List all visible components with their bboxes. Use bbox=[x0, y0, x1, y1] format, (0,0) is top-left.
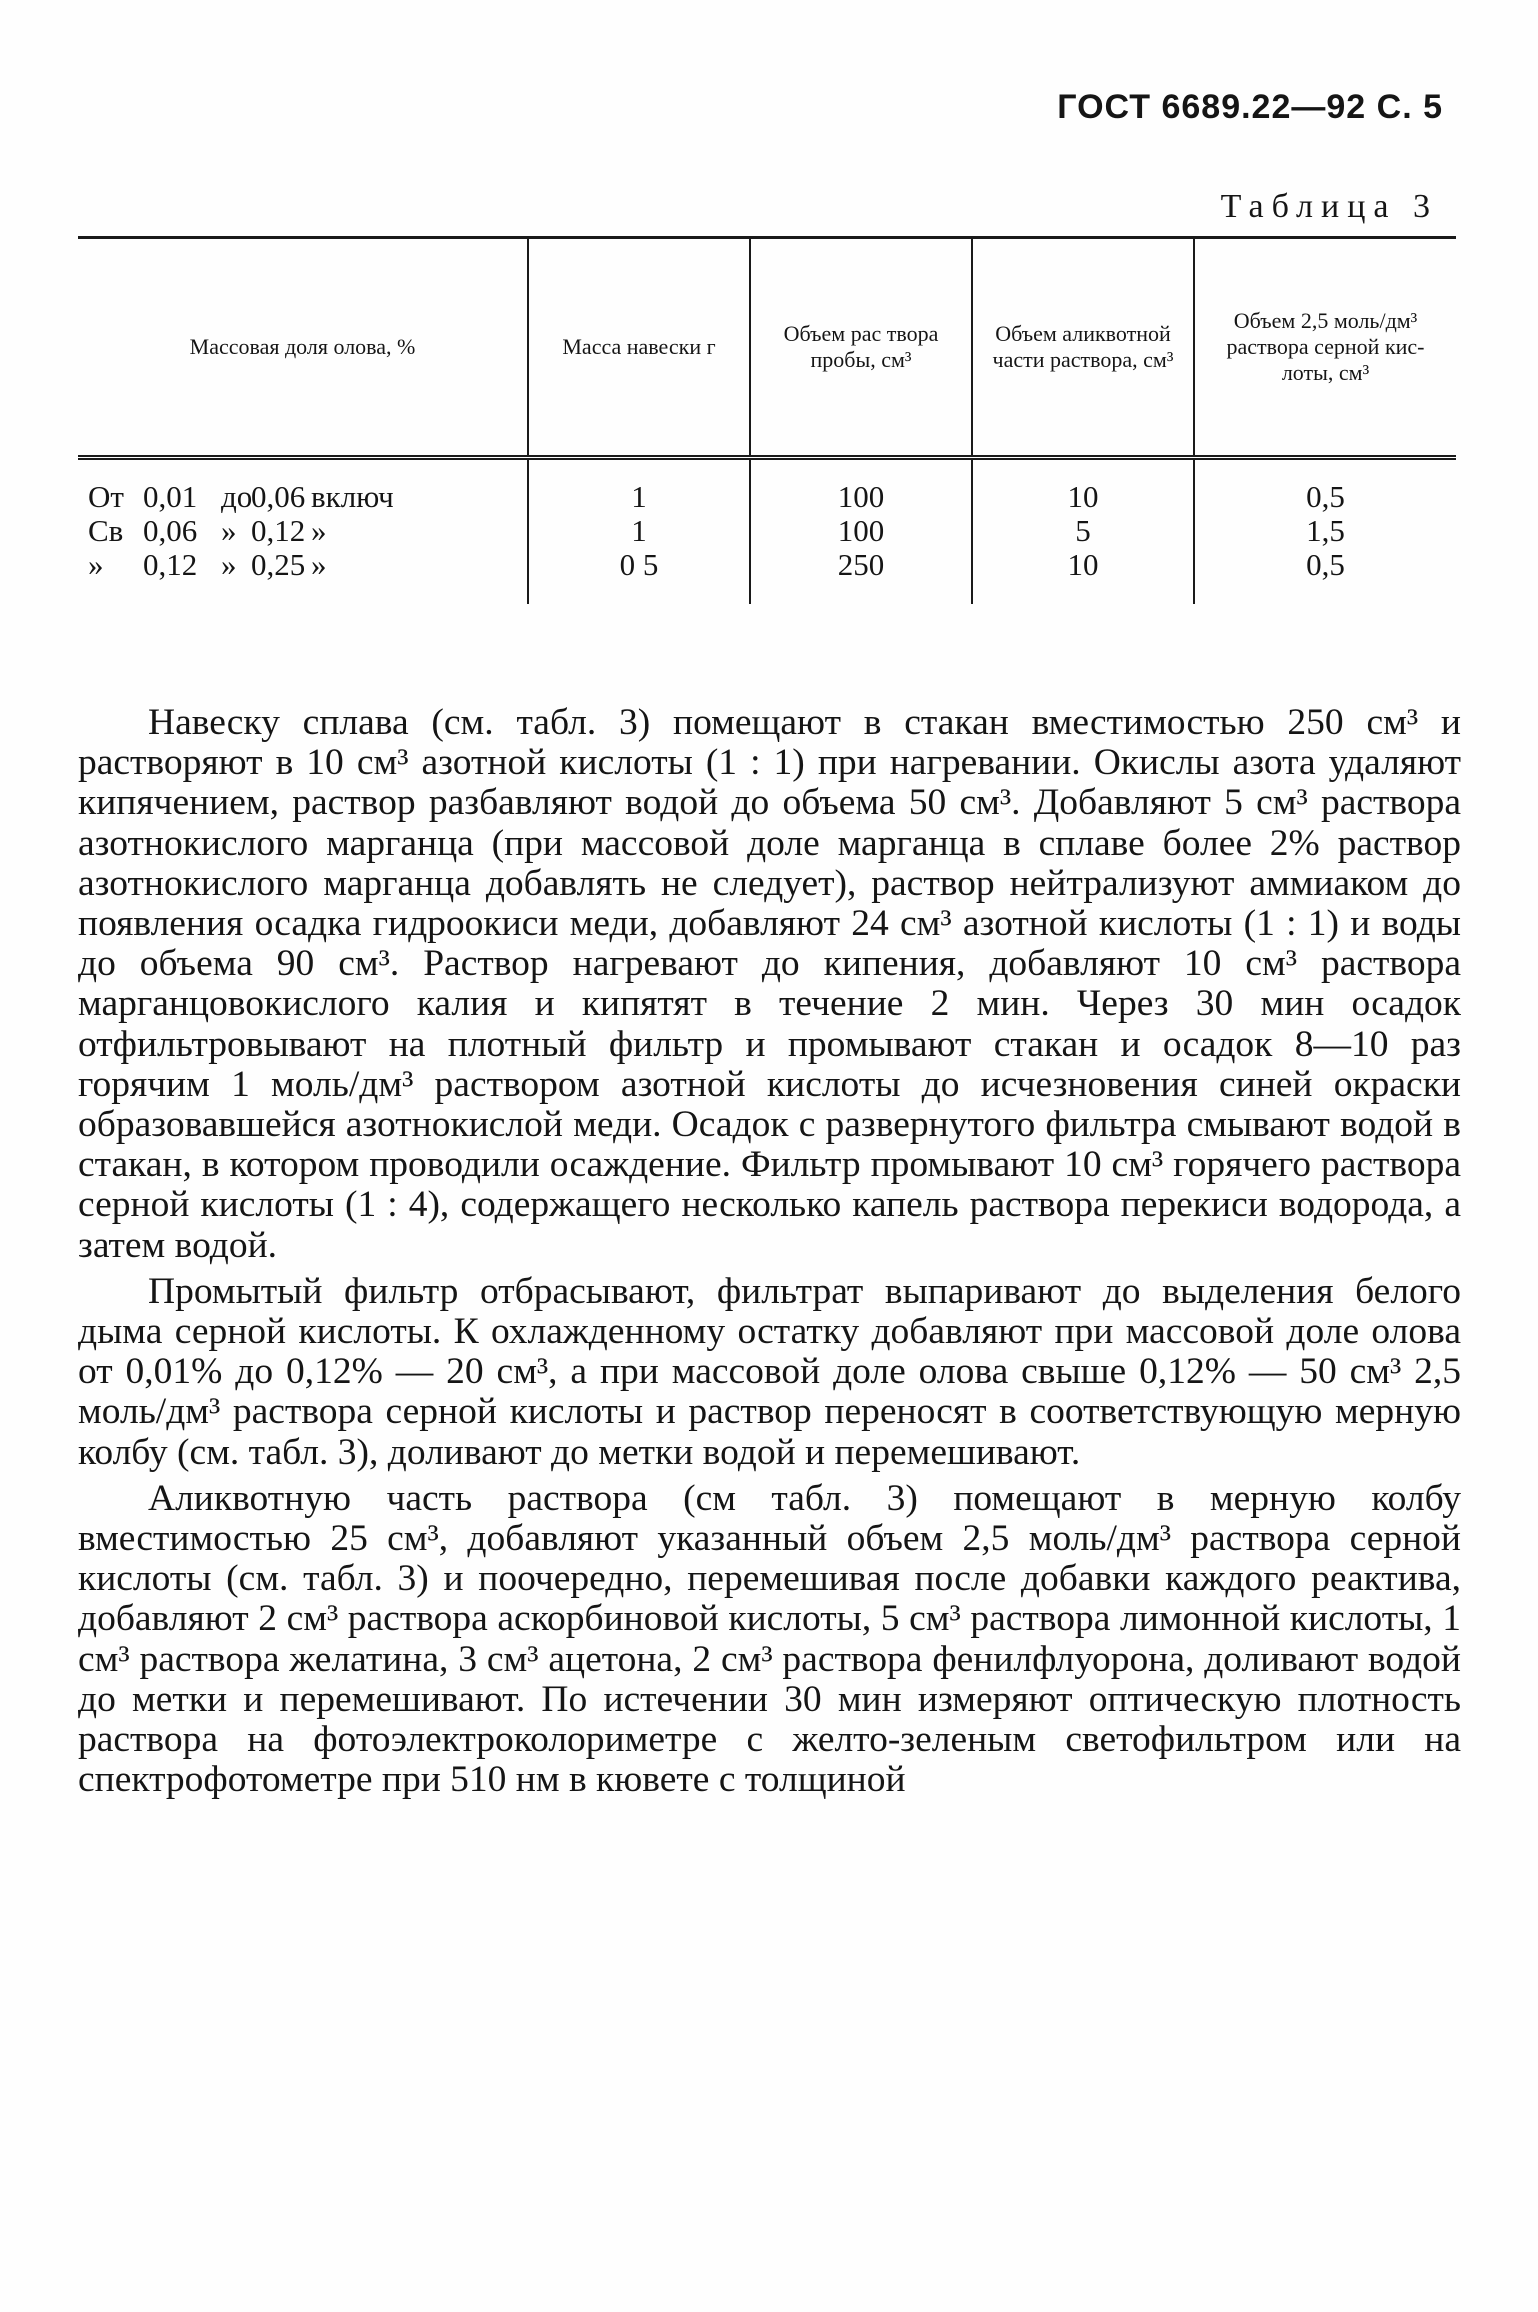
range-part: » bbox=[221, 547, 237, 582]
range-part: » bbox=[311, 513, 327, 548]
column-header-sample-volume: Объем рас твора пробы, см³ bbox=[750, 238, 972, 458]
range-row bbox=[88, 480, 519, 514]
value: 100 bbox=[837, 513, 885, 548]
column-header-sample-mass: Масса навески г bbox=[528, 238, 750, 458]
range-row bbox=[88, 548, 519, 582]
value: 10 bbox=[1067, 479, 1099, 514]
page-header: ГОСТ 6689.22—92 С. 5 bbox=[1057, 88, 1443, 126]
value: 10 bbox=[1067, 547, 1099, 582]
cell-acid-volume bbox=[1194, 458, 1456, 605]
range-part: 0,06 bbox=[251, 479, 306, 514]
range-part: 0,12 bbox=[251, 513, 306, 548]
paragraph: Аликвотную часть раствора (см табл. 3) помещают в мерную колбу вместимостью 25 см³, добавляют указанный объем 2,5 моль/дм³ раствора серной кислоты (см. табл. 3) и поочередно, перемешивая после добавки каждого реактива, добавляют 2 см³ раствора аскорбиновой кислоты, 5 см³ раствора лимонной кислоты, 1 см³ раствора желатина, 3 см³ ацетона, 2 см³ раствора фенилфлуорона, доливают водой до метки и перемешивают. По истечении 30 мин измеряют оптическую плотность раствора на фотоэлектроколориметре с желто-зеленым светофильтром или на спектрофотометре при 510 нм в кювете с толщиной bbox=[78, 1477, 1461, 1801]
column-header-tin-fraction: Массовая доля олова, % bbox=[78, 238, 528, 458]
column-header-acid-volume: Объем 2,5 моль/дм³ раствора серной кис-лоты, см³ bbox=[1194, 238, 1456, 458]
value: 0,5 bbox=[1306, 547, 1345, 582]
cell-tin-fraction bbox=[78, 458, 528, 605]
range-part: Св bbox=[88, 513, 124, 548]
range-part: до bbox=[221, 479, 253, 514]
range-part: » bbox=[311, 547, 327, 582]
column-header-aliquot-volume: Объем аликвотной части раствора, см³ bbox=[972, 238, 1194, 458]
table-caption: Таблица 3 bbox=[1220, 188, 1438, 225]
value: 250 bbox=[837, 547, 885, 582]
range-part: 0,01 bbox=[143, 479, 198, 514]
body-text bbox=[78, 703, 1461, 1806]
range-part: От bbox=[88, 479, 124, 514]
range-part: 0,06 bbox=[143, 513, 198, 548]
value: 5 bbox=[1075, 513, 1091, 548]
value: 0 5 bbox=[619, 547, 659, 582]
range-row bbox=[88, 514, 519, 548]
cell-sample-mass bbox=[528, 458, 750, 605]
table-header-row bbox=[78, 238, 1456, 458]
value: 1 bbox=[631, 513, 647, 548]
range-part: » bbox=[221, 513, 237, 548]
value: 100 bbox=[837, 479, 885, 514]
cell-sample-volume bbox=[750, 458, 972, 605]
value: 1,5 bbox=[1306, 513, 1345, 548]
table-body bbox=[78, 458, 1456, 605]
paragraph: Навеску сплава (см. табл. 3) помещают в стакан вместимостью 250 см³ и растворяют в 10 см³ азотной кислоты (1 : 1) при нагревании. Окислы азота удаляют кипячением, раствор разбавляют водой до объема 50 см³. Добавляют 5 см³ раствора азотнокислого марганца (при массовой доле марганца в сплаве более 2% раствор азотнокислого марганца добавлять не следует), раствор нейтрализуют аммиаком до появления осадка гидроокиси меди, добавляют 24 см³ азотной кислоты (1 : 1) и воды до объема 90 см³. Раствор нагревают до кипения, добавляют 10 см³ раствора марганцовокислого калия и кипятят в течение 2 мин. Через 30 мин осадок отфильтровывают на плотный фильтр и промывают стакан и осадок 8—10 раз горячим 1 моль/дм³ раствором азотной кислоты до исчезновения синей окраски образовавшейся азотнокислой меди. Осадок с развернутого фильтра смывают водой в стакан, в котором проводили осаждение. Фильтр промывают 10 см³ горячего раствора серной кислоты (1 : 4), содержащего несколько капель раствора перекиси водорода, а затем водой. bbox=[78, 702, 1461, 1266]
table-3 bbox=[78, 236, 1456, 604]
value: 1 bbox=[631, 479, 647, 514]
paragraph: Промытый фильтр отбрасывают, фильтрат выпаривают до выделения белого дыма серной кислоты. К охлажденному остатку добавляют при массовой доле олова от 0,01% до 0,12% — 20 см³, а при массовой доле олова свыше 0,12% — 50 см³ 2,5 моль/дм³ раствора серной кислоты и раствор переносят в соответствующую мерную колбу (см. табл. 3), доливают до метки водой и перемешивают. bbox=[78, 1270, 1461, 1473]
value: 0,5 bbox=[1306, 479, 1345, 514]
range-part: » bbox=[88, 547, 104, 582]
range-part: 0,25 bbox=[251, 547, 306, 582]
range-part: 0,12 bbox=[143, 547, 198, 582]
cell-aliquot-volume bbox=[972, 458, 1194, 605]
range-part: включ bbox=[311, 479, 394, 514]
